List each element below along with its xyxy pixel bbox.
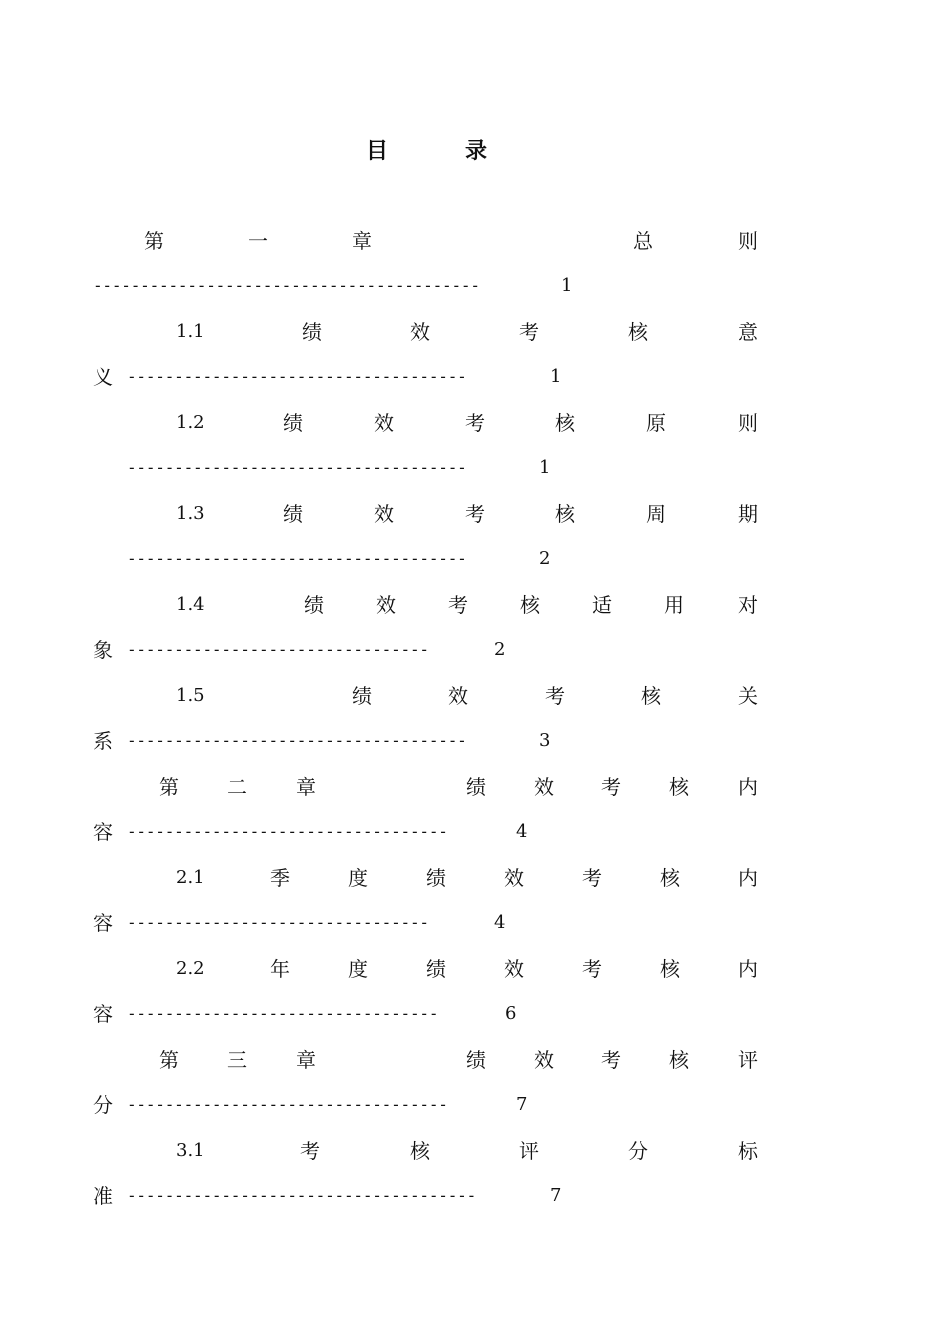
heading-char: 适 [592, 593, 612, 617]
dot-leader: ------------------------------------ [127, 549, 467, 568]
toc-entry-section-2-2[interactable] [0, 954, 950, 1045]
heading-char: 意 [738, 320, 758, 344]
heading-char: 年 [270, 957, 290, 981]
heading-char: 第 [144, 229, 164, 253]
toc-entry-leader-line [0, 453, 950, 483]
page-number: 1 [561, 275, 573, 296]
heading-char: 绩 [352, 684, 372, 708]
heading-char: 绩 [302, 320, 322, 344]
toc-title-char: 录 [465, 138, 488, 164]
toc-entry-leader-line [0, 544, 950, 574]
section-number: 3.1 [176, 1140, 205, 1161]
heading-char: 绩 [283, 411, 303, 435]
heading-char: 容 [93, 911, 113, 935]
toc-title-char: 目 [366, 138, 389, 164]
toc-entry-heading [0, 317, 950, 347]
toc-entry-leader-line [0, 999, 950, 1029]
heading-char: 用 [664, 593, 684, 617]
heading-char: 绩 [466, 775, 486, 799]
heading-char: 核 [660, 957, 680, 981]
dot-leader: ---------------------------------- [127, 1095, 448, 1114]
toc-entry-heading [0, 863, 950, 893]
dot-leader: ------------------------------------ [127, 458, 467, 477]
toc-entry-section-1-4[interactable] [0, 590, 950, 681]
heading-char: 考 [545, 684, 565, 708]
toc-entry-heading [0, 499, 950, 529]
toc-title [0, 134, 950, 168]
dot-leader: ------------------------------------- [127, 1186, 477, 1205]
section-number: 2.1 [176, 867, 205, 888]
heading-char: 核 [669, 775, 689, 799]
toc-entry-leader-line [0, 271, 950, 301]
section-number: 1.5 [176, 685, 205, 706]
dot-leader: ----------------------------------------- [93, 276, 480, 295]
page-number: 3 [539, 730, 551, 751]
heading-char: 章 [296, 775, 316, 799]
page-number: 4 [516, 821, 528, 842]
heading-char: 容 [93, 1002, 113, 1026]
heading-char: 则 [738, 229, 758, 253]
toc-entry-leader-line [0, 1181, 950, 1211]
heading-char: 绩 [466, 1048, 486, 1072]
heading-char: 效 [534, 775, 554, 799]
heading-char: 考 [465, 411, 485, 435]
heading-char: 核 [660, 866, 680, 890]
heading-char: 效 [374, 411, 394, 435]
section-number: 2.2 [176, 958, 205, 979]
heading-char: 分 [93, 1093, 113, 1117]
heading-char: 章 [352, 229, 372, 253]
page-number: 4 [494, 912, 506, 933]
toc-entry-chapter-1[interactable] [0, 226, 950, 317]
section-number: 1.3 [176, 503, 205, 524]
toc-entry-heading [0, 954, 950, 984]
toc-entry-heading [0, 408, 950, 438]
section-number: 1.4 [176, 594, 205, 615]
heading-char: 则 [738, 411, 758, 435]
heading-char: 效 [448, 684, 468, 708]
toc-entry-leader-line [0, 362, 950, 392]
heading-char: 核 [555, 411, 575, 435]
heading-char: 内 [738, 775, 758, 799]
heading-char: 考 [300, 1139, 320, 1163]
heading-char: 容 [93, 820, 113, 844]
section-number: 1.2 [176, 412, 205, 433]
dot-leader: ---------------------------------- [127, 822, 448, 841]
heading-char: 三 [227, 1048, 247, 1072]
toc-entry-section-2-1[interactable] [0, 863, 950, 954]
dot-leader: ------------------------------------ [127, 367, 467, 386]
toc-entry-heading [0, 772, 950, 802]
heading-char: 考 [582, 866, 602, 890]
heading-char: 一 [248, 229, 268, 253]
heading-char: 效 [374, 502, 394, 526]
toc-entry-chapter-3[interactable] [0, 1045, 950, 1136]
heading-char: 对 [738, 593, 758, 617]
toc-entry-leader-line [0, 817, 950, 847]
heading-char: 考 [582, 957, 602, 981]
heading-char: 绩 [283, 502, 303, 526]
page-number: 1 [550, 366, 562, 387]
heading-char: 内 [738, 957, 758, 981]
heading-char: 分 [628, 1139, 648, 1163]
heading-char: 核 [410, 1139, 430, 1163]
toc-entry-section-1-3[interactable] [0, 499, 950, 590]
heading-char: 第 [159, 775, 179, 799]
heading-char: 季 [270, 866, 290, 890]
toc-entry-heading [0, 1045, 950, 1075]
heading-char: 考 [519, 320, 539, 344]
heading-char: 准 [93, 1184, 113, 1208]
heading-char: 内 [738, 866, 758, 890]
dot-leader: ------------------------------------ [127, 731, 467, 750]
page-number: 1 [539, 457, 551, 478]
dot-leader: -------------------------------- [127, 640, 429, 659]
toc-entry-leader-line [0, 635, 950, 665]
heading-char: 关 [738, 684, 758, 708]
heading-char: 考 [465, 502, 485, 526]
toc-entry-heading [0, 1136, 950, 1166]
heading-char: 总 [633, 229, 653, 253]
heading-char: 绩 [304, 593, 324, 617]
heading-char: 核 [555, 502, 575, 526]
page-number: 2 [494, 639, 506, 660]
heading-char: 标 [738, 1139, 758, 1163]
toc-entry-leader-line [0, 1090, 950, 1120]
heading-char: 原 [646, 411, 666, 435]
toc-entry-heading [0, 590, 950, 620]
heading-char: 度 [348, 866, 368, 890]
heading-char: 核 [628, 320, 648, 344]
heading-char: 义 [93, 365, 113, 389]
toc-entry-leader-line [0, 908, 950, 938]
heading-char: 效 [410, 320, 430, 344]
heading-char: 效 [504, 957, 524, 981]
heading-char: 核 [641, 684, 661, 708]
heading-char: 核 [669, 1048, 689, 1072]
page-number: 7 [550, 1185, 562, 1206]
heading-char: 考 [448, 593, 468, 617]
heading-char: 周 [646, 502, 666, 526]
heading-char: 效 [534, 1048, 554, 1072]
heading-char: 度 [348, 957, 368, 981]
heading-char: 第 [159, 1048, 179, 1072]
heading-char: 章 [296, 1048, 316, 1072]
toc-entry-section-1-5[interactable] [0, 681, 950, 772]
heading-char: 核 [520, 593, 540, 617]
heading-char: 效 [376, 593, 396, 617]
toc-entry-leader-line [0, 726, 950, 756]
heading-char: 期 [738, 502, 758, 526]
toc-entry-section-1-1[interactable] [0, 317, 950, 408]
toc-entry-heading [0, 681, 950, 711]
heading-char: 评 [519, 1139, 539, 1163]
heading-char: 考 [601, 775, 621, 799]
page-number: 2 [539, 548, 551, 569]
heading-char: 考 [601, 1048, 621, 1072]
heading-char: 绩 [426, 866, 446, 890]
heading-char: 效 [504, 866, 524, 890]
toc-entry-section-1-2[interactable] [0, 408, 950, 499]
heading-char: 绩 [426, 957, 446, 981]
heading-char: 评 [738, 1048, 758, 1072]
dot-leader: -------------------------------- [127, 913, 429, 932]
toc-entry-heading [0, 226, 950, 256]
toc-entry-section-3-1[interactable] [0, 1136, 950, 1227]
heading-char: 系 [93, 729, 113, 753]
heading-char: 二 [227, 775, 247, 799]
page-number: 6 [505, 1003, 517, 1024]
toc-entry-chapter-2[interactable] [0, 772, 950, 863]
page-number: 7 [516, 1094, 528, 1115]
section-number: 1.1 [176, 321, 205, 342]
heading-char: 象 [93, 638, 113, 662]
dot-leader: --------------------------------- [127, 1004, 439, 1023]
